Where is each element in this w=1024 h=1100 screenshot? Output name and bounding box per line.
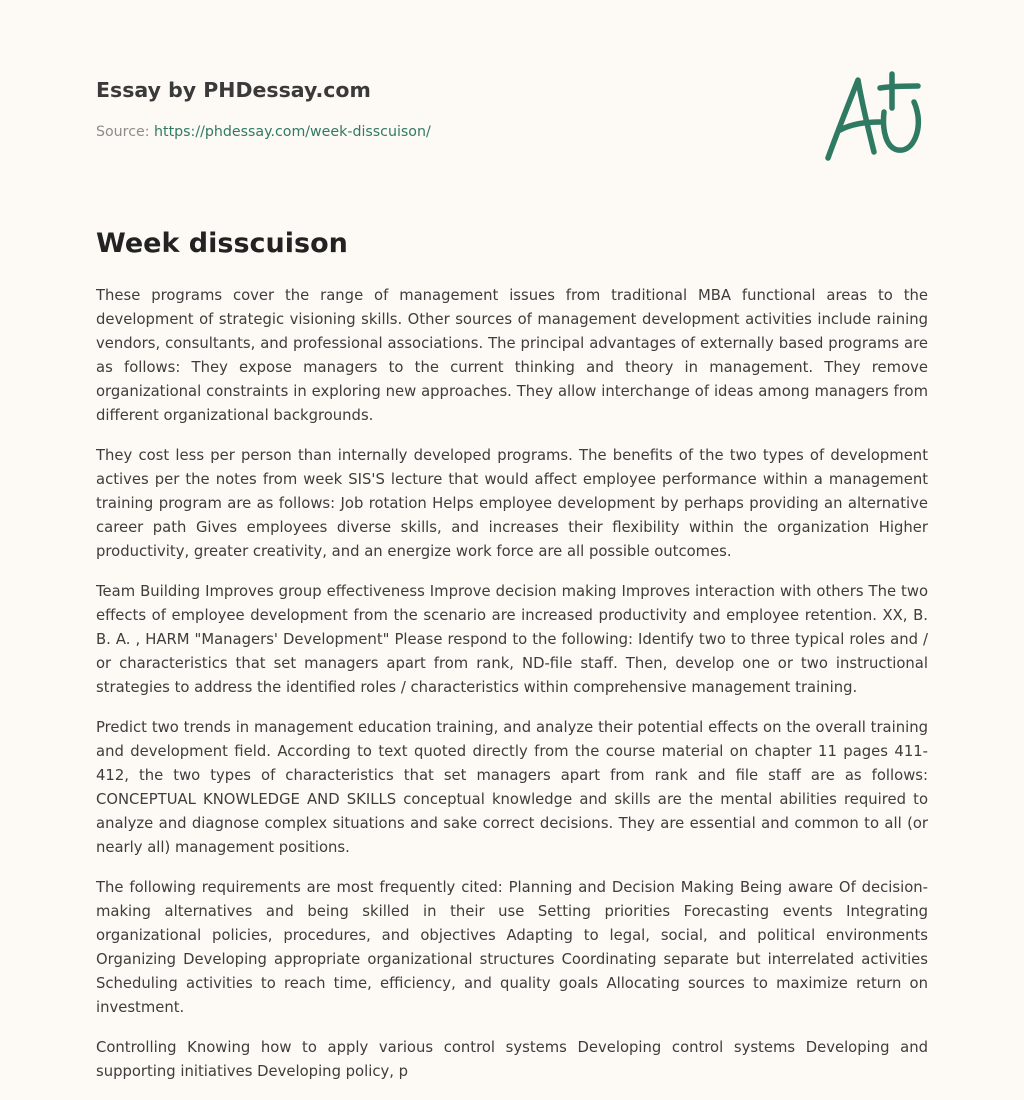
page-header — [96, 76, 928, 142]
a-plus-grade-icon — [822, 66, 930, 166]
source-link[interactable]: https://phdessay.com/week-disscuison/ — [154, 124, 431, 140]
a-letter-stroke — [828, 80, 874, 158]
brand-name: Essay by PHDessay.com — [96, 78, 371, 102]
essay-paragraph: Controlling Knowing how to apply various control systems Developing control systems Developing and supporting initiatives Developing policy, p — [96, 1039, 928, 1080]
essay-paragraph: These programs cover the range of management issues from traditional MBA functional areas to the development of strategic visioning skills. Other sources of management development activities include raining vendors, consultants, and professional associations. The principal advantages of externally based programs are as follows: They expose managers to the current thinking and theory in management. They remove organizational constraints in exploring new approaches. They allow interchange of ideas among managers from different organizational backgrounds. — [96, 287, 928, 424]
essay-paragraph: The following requirements are most frequently cited: Planning and Decision Making Being aware Of decision-making alternatives and being skilled in their use Setting priorities Forecasting events Integrating organizational policies, procedures, and objectives Adapting to legal, social, and political environments Organizing Developing appropriate organizational structures Coordinating separate but interrelated activities Scheduling activities to reach time, efficiency, and quality goals Allocating sources to maximize return on investment. — [96, 879, 928, 1016]
a-crossbar-stroke — [840, 122, 880, 130]
check-loop-stroke — [884, 102, 919, 150]
essay-paragraph: Team Building Improves group effectiveness Improve decision making Improves interaction with others The two effects of employee development from the scenario are increased productivity and employee retention. XX, B. B. A. , HARM "Managers' Development" Please respond to the following: Identify two to three typical roles and / or characteristics that set managers apart from rank, ND-file staff. Then, develop one or two instructional strategies to address the identified roles / characteristics within comprehensive management training. — [96, 583, 928, 696]
source-label: Source: — [96, 124, 155, 140]
essay-title: Week disscuison — [96, 228, 348, 259]
essay-paragraph: They cost less per person than internally developed programs. The benefits of the two types of development actives per the notes from week SIS'S lecture that would affect employee performance within a management training program are as follows: Job rotation Helps employee development by perhaps providing an alternative career path Gives employees diverse skills, and increases their flexibility within the organization Higher productivity, greater creativity, and an energize work force are all possible outcomes. — [96, 447, 928, 560]
essay-body — [96, 284, 928, 1100]
essay-paragraph: Predict two trends in management education training, and analyze their potential effects on the overall training and development field. According to text quoted directly from the course material on chapter 11 pages 411-412, the two types of characteristics that set managers apart from rank and file staff are as follows: CONCEPTUAL KNOWLEDGE AND SKILLS conceptual knowledge and skills are the mental abilities required to analyze and diagnose complex situations and sake correct decisions. They are essential and common to all (or nearly all) management positions. — [96, 719, 928, 856]
source-line — [96, 122, 928, 142]
plus-horizontal-stroke — [880, 86, 918, 88]
